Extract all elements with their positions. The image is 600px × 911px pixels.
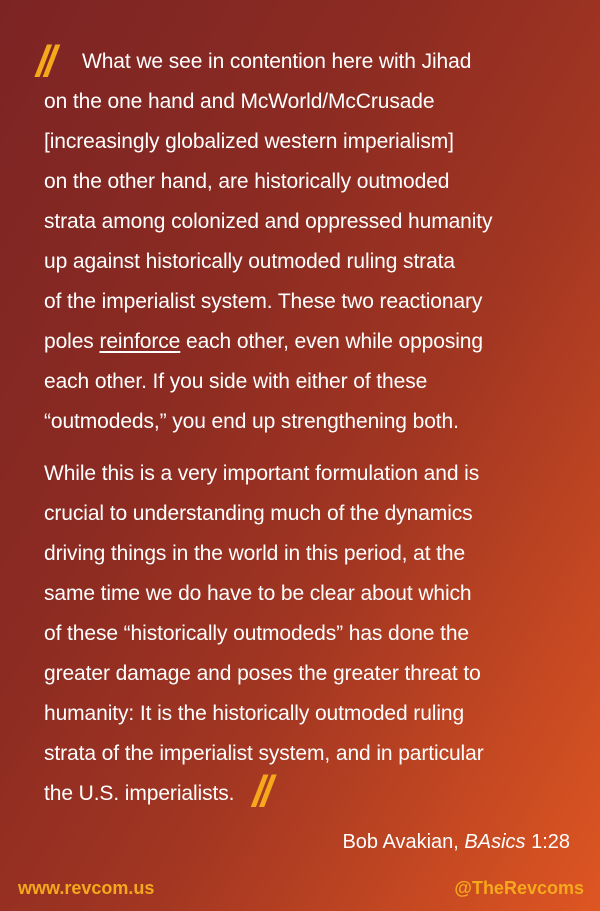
attribution <box>342 828 570 856</box>
quote-line: greater damage and poses the greater threat to <box>44 662 481 685</box>
quote-line: on the one hand and McWorld/McCrusade <box>44 90 435 113</box>
quote-line: humanity: It is the historically outmoded ruling <box>44 702 465 725</box>
quote-text-fragment: the U.S. imperialists. <box>44 782 235 805</box>
quote-line: crucial to understanding much of the dynamics <box>44 502 473 525</box>
emphasized-word: reinforce <box>99 330 181 353</box>
quote-text-fragment: each other, even while opposing <box>180 330 483 353</box>
quote-line: on the other hand, are historically outmoded <box>44 170 450 193</box>
book-title: BAsics <box>464 831 526 853</box>
quote-line: up against historically outmoded ruling strata <box>44 250 455 273</box>
quote-line: [increasingly globalized western imperialism] <box>44 130 454 153</box>
quote-line: each other. If you side with either of these <box>44 370 428 393</box>
quote-text-fragment: poles <box>44 330 100 353</box>
close-quote-mark-icon: // <box>252 767 269 816</box>
quote-paragraph-2 <box>44 454 574 814</box>
website-link[interactable]: www.revcom.us <box>18 878 155 898</box>
quote-line: driving things in the world in this period, at the <box>44 542 466 565</box>
quote-line <box>44 322 574 362</box>
author-name: Bob Avakian, <box>342 831 465 853</box>
quote-line: What we see in contention here with Jihad <box>82 50 472 73</box>
quote-line: strata among colonized and oppressed humanity <box>44 210 493 233</box>
quote-line <box>44 767 574 816</box>
quote-line: While this is a very important formulation and is <box>44 462 480 485</box>
quote-body <box>44 42 574 814</box>
citation: 1:28 <box>525 831 570 853</box>
open-quote-mark-icon: // <box>36 37 53 86</box>
quote-line: strata of the imperialist system, and in particular <box>44 742 484 765</box>
quote-line: “outmodeds,” you end up strengthening both. <box>44 410 459 433</box>
quote-line: of the imperialist system. These two reactionary <box>44 290 483 313</box>
social-handle-link[interactable]: @TheRevcoms <box>454 878 584 898</box>
quote-line: of these “historically outmodeds” has done the <box>44 622 469 645</box>
quote-line: same time we do have to be clear about which <box>44 582 472 605</box>
